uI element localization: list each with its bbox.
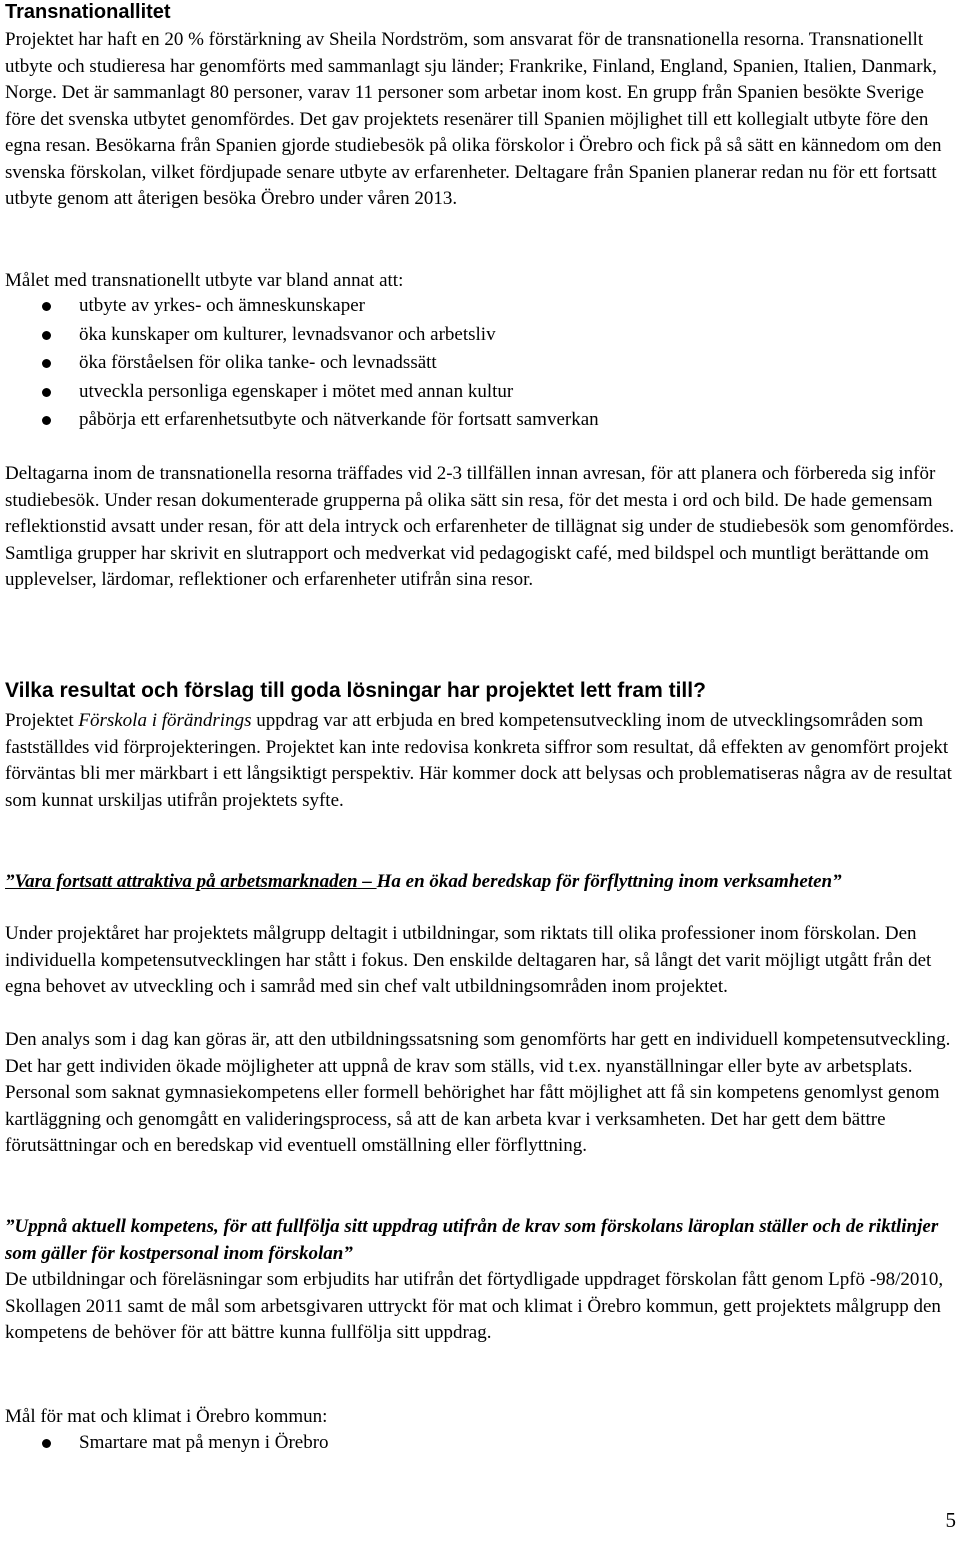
list-item-text: utveckla personliga egenskaper i mötet med annan kultur [79,380,514,402]
list-item [5,1429,329,1458]
results-heading: Vilka resultat och förslag till goda lösningar har projektet lett fram till? [5,679,706,702]
subheading-competence: ”Uppnå aktuell kompetens, för att fullfölja sitt uppdrag utifrån de krav som förskolans läroplan ställer och de riktlinjer som gäller för kostpersonal inom förskolan” [5,1216,939,1264]
bullet-icon [42,359,51,368]
climate-goals-list [5,1429,329,1458]
list-item [5,321,599,350]
intro-text: Projektet [5,710,79,731]
list-item [5,349,599,378]
list-item [5,378,599,407]
bullet-icon [42,388,51,397]
page-number: 5 [945,1508,956,1532]
subheading-part-1: ”Vara fortsatt attraktiva på arbetsmarknaden [5,871,358,892]
list-item [5,406,599,435]
section-title: Transnationallitet [5,1,171,23]
travel-paragraph: Deltagarna inom de transnationella resorna träffades vid 2-3 tillfällen innan avresan, för att planera och förbereda sig inför studiebesök. Under resan dokumenterade grupperna på olika sätt sin resa, för det mesta i ord och bild. De hade gemensam reflektionstid avsatt under resan, för att dela intryck och erfarenheter de tillägnat sig under de studiebesök som genomfördes. Samtliga grupper har skrivit en slutrapport och medverkat vid pedagogiskt café, med bildspel och muntligt berättande om upplevelser, lärdomar, reflektioner och erfarenheter utifrån sina resor. [5,463,955,590]
bullet-icon [42,1439,51,1448]
list-item [5,292,599,321]
climate-intro: Mål för mat och klimat i Örebro kommun: [5,1406,328,1427]
transnational-paragraph: Projektet har haft en 20 % förstärkning av Sheila Nordström, som ansvarat för de transnationella resorna. Transnationellt utbyte och studieresa har genomförts med sammanlagt sju länder; Frankrike, Finland, England, Spanien, Italien, Danmark, Norge. Det är sammanlagt 80 personer, varav 11 personer som arbetar inom kost. En grupp från Spanien besökte Sverige före det svenska utbytet genomfördes. Det gav projektets resenärer till Spanien möjlighet till ett kollegialt utbyte före den egna resan. Besökarna från Spanien gjorde studiebesök på olika förskolor i Örebro och fick på så sätt en kännedom om den svenska förskolan, vilket fördjupade senare utbyte av erfarenheter. Deltagare från Spanien planerar redan nu för ett fortsatt utbyte genom att återigen besöka Örebro under våren 2013. [5,29,942,209]
subheading-dash: – [357,871,377,892]
list-item-text: utbyte av yrkes- och ämneskunskaper [79,295,365,316]
bullet-icon [42,302,51,311]
subheading-part-2: Ha en ökad beredskap för förflyttning inom verksamheten” [376,871,842,892]
list-item-text: Smartare mat på menyn i Örebro [79,1432,329,1453]
list-item-text: öka kunskaper om kulturer, levnadsvanor och arbetsliv [79,323,496,345]
list-item-text: påbörja ett erfarenhetsutbyte och nätverkande för fortsatt samverkan [79,409,599,430]
subheading-attractive [5,869,945,896]
attractive-paragraph-1: Under projektåret har projektets målgrupp deltagit i utbildningar, som riktats till olika professioner inom förskolan. Den individuella kompetensutvecklingen har stått i fokus. Den enskilde deltagaren har, så långt det varit möjligt utgått från det egna behovet av utveckling och i samråd med sin chef valt utbildningsområden inom projektet. [5,923,932,997]
list-item-text: öka förståelsen för olika tanke- och levnadssätt [79,352,437,373]
results-intro-paragraph [5,708,957,814]
bullet-icon [42,331,51,340]
goals-list [5,292,599,435]
bullet-icon [42,416,51,425]
intro-text-cont: uppdrag var att erbjuda en bred kompetensutveckling inom de utvecklingsområden som fastställdes vid förprojekteringen. Projektet kan inte redovisa konkreta siffror som resultat, då effekten av genomfört projekt förväntas bli mer märkbart i ett långsiktigt perspektiv. Här kommer dock att belysas och problematiseras några av de resultat som kunnat urskiljas utifrån projektets syfte. [5,710,952,811]
competence-paragraph: De utbildningar och föreläsningar som erbjudits har utifrån det förtydligade uppdraget förskolan fått genom Lpfö -98/2010, Skollagen 2011 samt de mål som arbetsgivaren uttryckt för mat och klimat i Örebro kommun, gett projektets målgrupp den kompetens de behöver för att bättre kunna fullfölja sitt uppdrag. [5,1269,944,1343]
goals-intro: Målet med transnationellt utbyte var bland annat att: [5,270,404,291]
project-name: Förskola i förändrings [78,710,252,731]
attractive-paragraph-2: Den analys som i dag kan göras är, att den utbildningssatsning som genomförts har gett en individuell kompetensutveckling. Det har gett individen ökade möjligheter att uppnå de krav som ställs, vid t.ex. nyanställningar eller byte av arbetsplats. Personal som saknat gymnasiekompetens eller formell behörighet har fått möjlighet att få sin kompetens genomlyst genom kartläggning och genomgått en valideringsprocess, så att de kan arbeta kvar i verksamheten. Det har gett dem bättre förutsättningar och en beredskap vid eventuell omställning eller förflyttning. [5,1029,951,1156]
